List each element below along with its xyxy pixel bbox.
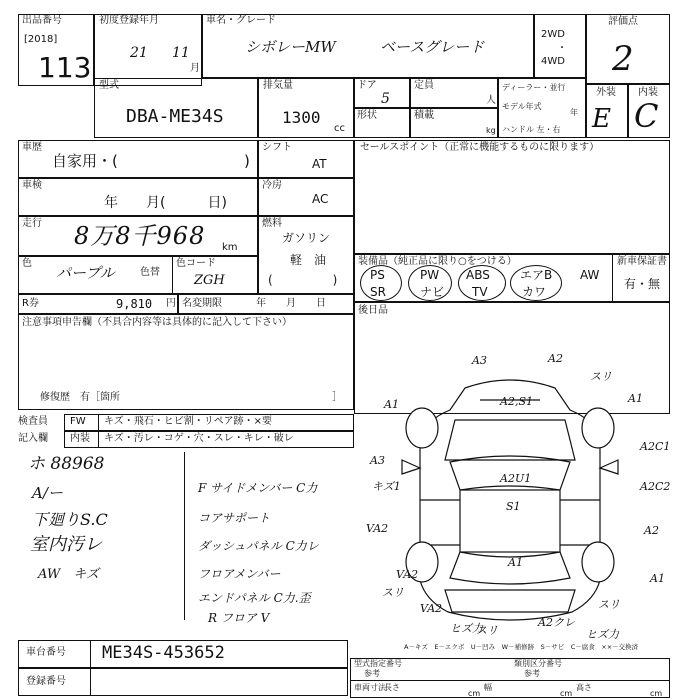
score-value: 2: [612, 39, 634, 79]
mark-21: ヒズ力: [450, 622, 483, 635]
drive-4wd: 4WD: [541, 56, 565, 67]
model-value: DBA-ME34S: [126, 106, 224, 127]
mark-7: A3: [370, 454, 385, 467]
handle-label: ハンドル 左・右: [502, 125, 561, 134]
score-label: 評価点: [608, 16, 638, 27]
note-right-4: フロアメンバー: [198, 567, 281, 581]
lot-number: 113: [38, 51, 92, 84]
mark-8: A2C1: [640, 440, 670, 453]
cm-unit-3: cm: [650, 689, 663, 698]
shift-label: シフト: [262, 142, 292, 153]
equip-navi: ナビ: [420, 285, 445, 299]
car-name-label: 車名・グレード: [206, 15, 276, 26]
capacity-label: 定員: [414, 80, 434, 91]
cm-unit-1: cm: [468, 689, 481, 698]
auction-sheet: 出品番号 [2018] 113 初度登録年月 21 11 月 車名・グレード シボレーMW ベースグレード 2WD ・ 4WD 評価点 2 型式 DBA-ME34S 排気量 1300 cc ドア 5 定員 人 形状 積載 kg ディーラー・並行 モデル年式 年 ハンドル 左・右 外装 内装 E C 車歴 自家用・( ) シフト AT 車検 年 月( 日) 冷房 AC 走行 8万8千968 km 燃料 ガソリン 軽 油 ( ) 色 パープル 色替 色コード ZGH R券 9,810 円 名変期限 年 月 日 注意事項申告欄（不具合内容等は具体的に記入して下さい） 修復歴 有［箇所 ］ セールスポイント（正常に機能するものに限ります） 装備品（純正品に限り○をつける） 新車保証書 有・無 PS PW ABS エアB AW SR ナビ TV カワ 後日品 検査員 記入欄 FW 内装 キズ・飛石・ヒビ割・リペア跡・×要 キズ・汚レ・コゲ・穴・スレ・キレ・破レ ホ 88968 A/ー 下廻りS.C 室内汚レ AW キズ F サイドメンバー C力 コアサポート ダッシュパネル C力レ フロアメンバー エンドパネル C力.歪 R フロア V A3 A2 スリ A1 A2,S1 A1 A3 A2C1 キズ1 A2U1 S1 A2C2 A2 VA2 A1 VA2 スリ A1 スリ VA2 ヒズ力 A2クレ ヒズ力 スリ A－キズ E－エクボ U－凹み W－補修跡 S－サビ C－腐食 ××－交換済 車台番号 ME34S-453652 登録番号 型式指定番号 参考 類別区分番号 参考 車両寸法 長さ cm 幅 cm 高さ cm: [18, 15, 670, 698]
equip-sr: SR: [370, 285, 386, 299]
mark-19: スリ: [598, 598, 620, 611]
fuel-value: ガソリン: [282, 231, 331, 245]
note-left-1: ホ 88968: [28, 454, 105, 474]
chassis-value: ME34S-453652: [102, 643, 225, 663]
note-left-2: A/ー: [32, 484, 63, 502]
load-label: 積載: [414, 110, 434, 121]
history-label: 車歴: [22, 142, 42, 153]
mark-9: キズ1: [372, 480, 401, 493]
history-value: 自家用・(: [52, 152, 118, 170]
equip-pw: PW: [420, 268, 440, 282]
registration-box: [18, 668, 348, 696]
color-code-value: ZGH: [194, 273, 225, 288]
fw-label: FW: [70, 416, 86, 427]
equip-circle-pw: [408, 265, 452, 301]
mark-13: A2: [644, 524, 659, 537]
mark-2: A2: [548, 352, 563, 365]
height-label: 高さ: [576, 683, 592, 692]
grade: ベースグレード: [380, 38, 485, 56]
equip-circle-ps: [360, 265, 402, 301]
note-left-3: 下廻りS.C: [32, 510, 108, 529]
recycle-box: [18, 294, 178, 314]
drive-2wd: 2WD: [541, 29, 565, 40]
mark-18: A1: [650, 572, 665, 585]
interior-label: 内装: [638, 87, 658, 98]
lot-label: 出品番号: [22, 15, 62, 26]
color-code-label: 色コード: [176, 258, 216, 269]
equip-leather: カワ: [522, 285, 547, 299]
equip-abs: ABS: [466, 268, 490, 282]
inspector-label: 検査員: [18, 416, 48, 427]
door-value: 5: [381, 91, 390, 107]
mark-12: A2C2: [640, 480, 670, 493]
kg-unit: kg: [486, 126, 496, 135]
yen-unit: 円: [166, 298, 176, 309]
car-damage-diagram: [360, 350, 670, 640]
fuel-other: ( ): [268, 273, 338, 287]
note-left-5: AW キズ: [38, 567, 99, 582]
aftermarket-label: 後日品: [358, 305, 388, 316]
warranty-value: 有・無: [624, 277, 661, 291]
mileage-label: 走行: [22, 218, 42, 229]
equip-circle-abs: [458, 265, 506, 301]
shift-value: AT: [312, 157, 327, 171]
dims-label: 車両寸法: [354, 683, 386, 692]
title-deadline-value: 年 月 日: [256, 298, 326, 309]
note-right-2: コアサポート: [198, 511, 271, 525]
ref-label-1: 参考: [364, 669, 380, 678]
dealer-label: ディーラー・並行: [502, 83, 566, 92]
exterior-label: 外装: [596, 87, 616, 98]
ac-label: 冷房: [262, 180, 282, 191]
inspection-value: 年 月( 日): [104, 195, 227, 211]
first-reg-label: 初度登録年月: [99, 15, 159, 26]
door-label: ドア: [357, 80, 377, 91]
mark-10: A2U1: [500, 472, 532, 485]
equip-aw: AW: [580, 268, 600, 282]
fuel-label: 燃料: [262, 218, 282, 229]
inspector-strip: [18, 414, 354, 448]
mark-22: A2クレ: [538, 616, 575, 629]
equipment-grid: [360, 268, 610, 302]
title-deadline-label: 名変期限: [182, 298, 222, 309]
mark-5: A2,S1: [500, 395, 533, 408]
mark-17: スリ: [382, 586, 404, 599]
interior-items: キズ・汚レ・コゲ・穴・スレ・キレ・破レ: [104, 433, 294, 444]
color-label: 色: [22, 258, 32, 269]
mark-14: VA2: [366, 522, 389, 535]
mark-6: A1: [628, 392, 643, 405]
note-right-5: エンドパネル C力.歪: [198, 591, 311, 605]
sales-point-label: セールスポイント（正常に機能するものに限ります）: [360, 142, 600, 153]
warranty-label: 新車保証書: [617, 256, 667, 267]
mark-24: スリ: [476, 624, 498, 637]
length-label: 長さ: [384, 683, 400, 692]
mark-20: VA2: [420, 602, 443, 615]
fuel-light-oil: 軽 油: [290, 253, 327, 267]
mark-1: A3: [472, 354, 487, 367]
km-unit: km: [222, 242, 238, 253]
equip-airbag: エアB: [520, 268, 553, 282]
recycle-value: 9,810: [116, 297, 153, 311]
model-year-label: モデル年式: [502, 102, 542, 111]
mark-11: S1: [506, 500, 521, 513]
car-name: シボレーMW: [245, 38, 336, 56]
equip-tv: TV: [472, 285, 488, 299]
equipment-label: 装備品（純正品に限り○をつける）: [358, 256, 517, 267]
displacement-label: 排気量: [263, 80, 293, 91]
registration-label: 登録番号: [26, 676, 66, 687]
first-reg-year: 21: [130, 45, 148, 61]
equip-circle-airbag: [510, 265, 562, 301]
type-cert-label: 型式指定番号: [354, 659, 402, 668]
wheel-front-left: [406, 408, 438, 448]
first-reg-month: 11: [172, 45, 190, 61]
interior-sub-label: 内装: [70, 433, 90, 444]
wheel-front-right: [582, 408, 614, 448]
interior-grade: C: [634, 97, 659, 135]
cc-unit: cc: [334, 123, 345, 134]
recorder-label: 記入欄: [18, 433, 48, 444]
color-change-label: 色替: [140, 267, 160, 278]
month-unit: 月: [190, 63, 200, 74]
mark-3: スリ: [590, 370, 612, 383]
class-label: 類別区分番号: [514, 659, 562, 668]
cm-unit-2: cm: [560, 689, 573, 698]
damage-legend: A－キズ E－エクボ U－凹み W－補修跡 S－サビ C－腐食 ××－交換済: [404, 643, 639, 651]
year-unit: 年: [570, 108, 578, 117]
wheel-rear-right: [582, 542, 614, 582]
model-label: 型式: [99, 80, 119, 91]
note-left-4: 室内汚レ: [30, 534, 102, 555]
mileage-value: 8万8千968: [74, 222, 206, 250]
width-label: 幅: [484, 683, 492, 692]
handwritten-notes: [18, 452, 354, 625]
color-value: パープル: [56, 264, 115, 282]
recycle-label: R券: [22, 298, 39, 309]
notes-label: 注意事項申告欄（不具合内容等は具体的に記入して下さい）: [22, 317, 292, 328]
note-right-3: ダッシュパネル C力レ: [198, 539, 319, 553]
shape-label: 形状: [357, 110, 377, 121]
repair-label: 修復歴 有［箇所: [40, 392, 120, 403]
mark-15: A1: [508, 556, 523, 569]
mark-4: A1: [384, 398, 399, 411]
fw-items: キズ・飛石・ヒビ割・リペア跡・×要: [104, 416, 272, 427]
ac-value: AC: [312, 192, 329, 206]
sales-point-box: [354, 140, 670, 254]
note-right-1: F サイドメンバー C力: [198, 481, 318, 495]
equip-ps: PS: [370, 268, 385, 282]
inspection-label: 車検: [22, 180, 42, 191]
exterior-grade: E: [592, 104, 611, 134]
chassis-label: 車台番号: [26, 647, 66, 658]
year-label: [2018]: [24, 34, 58, 45]
displacement-value: 1300: [282, 108, 321, 127]
mark-16: VA2: [396, 568, 419, 581]
person-unit: 人: [486, 95, 496, 106]
ref-label-2: 参考: [524, 669, 540, 678]
note-right-6: R フロア V: [208, 611, 270, 625]
mark-23: ヒズ力: [586, 628, 619, 640]
